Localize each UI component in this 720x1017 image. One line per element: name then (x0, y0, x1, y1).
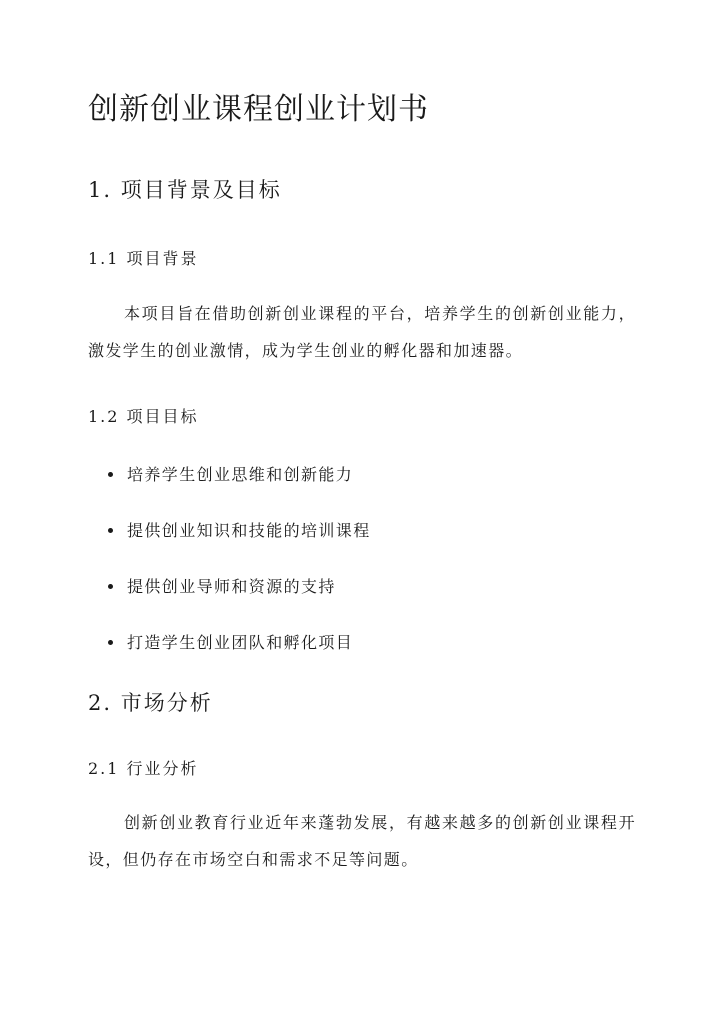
list-item (108, 518, 371, 541)
bullet-icon (108, 584, 113, 589)
bullet-icon (108, 528, 113, 533)
bullet-icon (108, 640, 113, 645)
paragraph-project-background: 本项目旨在借助创新创业课程的平台，培养学生的创新创业能力，激发学生的创业激情，成为学生创业的孵化器和加速器。 (88, 304, 636, 360)
list-item (108, 630, 353, 653)
subsection-heading-1-2: 1.2 项目目标 (88, 407, 199, 426)
subsection-heading-2-1: 2.1 行业分析 (88, 759, 199, 778)
bullet-icon (108, 472, 113, 477)
list-item (108, 462, 353, 485)
list-item-text: 提供创业导师和资源的支持 (127, 577, 336, 596)
list-item-text: 打造学生创业团队和孵化项目 (127, 633, 354, 652)
list-item-text: 培养学生创业思维和创新能力 (127, 465, 354, 484)
document-title: 创新创业课程创业计划书 (88, 92, 429, 127)
paragraph-industry-analysis: 创新创业教育行业近年来蓬勃发展，有越来越多的创新创业课程开设，但仍存在市场空白和需求不足等问题。 (88, 813, 636, 869)
section-heading-2: 2. 市场分析 (88, 691, 213, 715)
list-item (108, 574, 336, 597)
section-heading-1: 1. 项目背景及目标 (88, 178, 282, 202)
subsection-heading-1-1: 1.1 项目背景 (88, 249, 199, 268)
list-item-text: 提供创业知识和技能的培训课程 (127, 521, 371, 540)
